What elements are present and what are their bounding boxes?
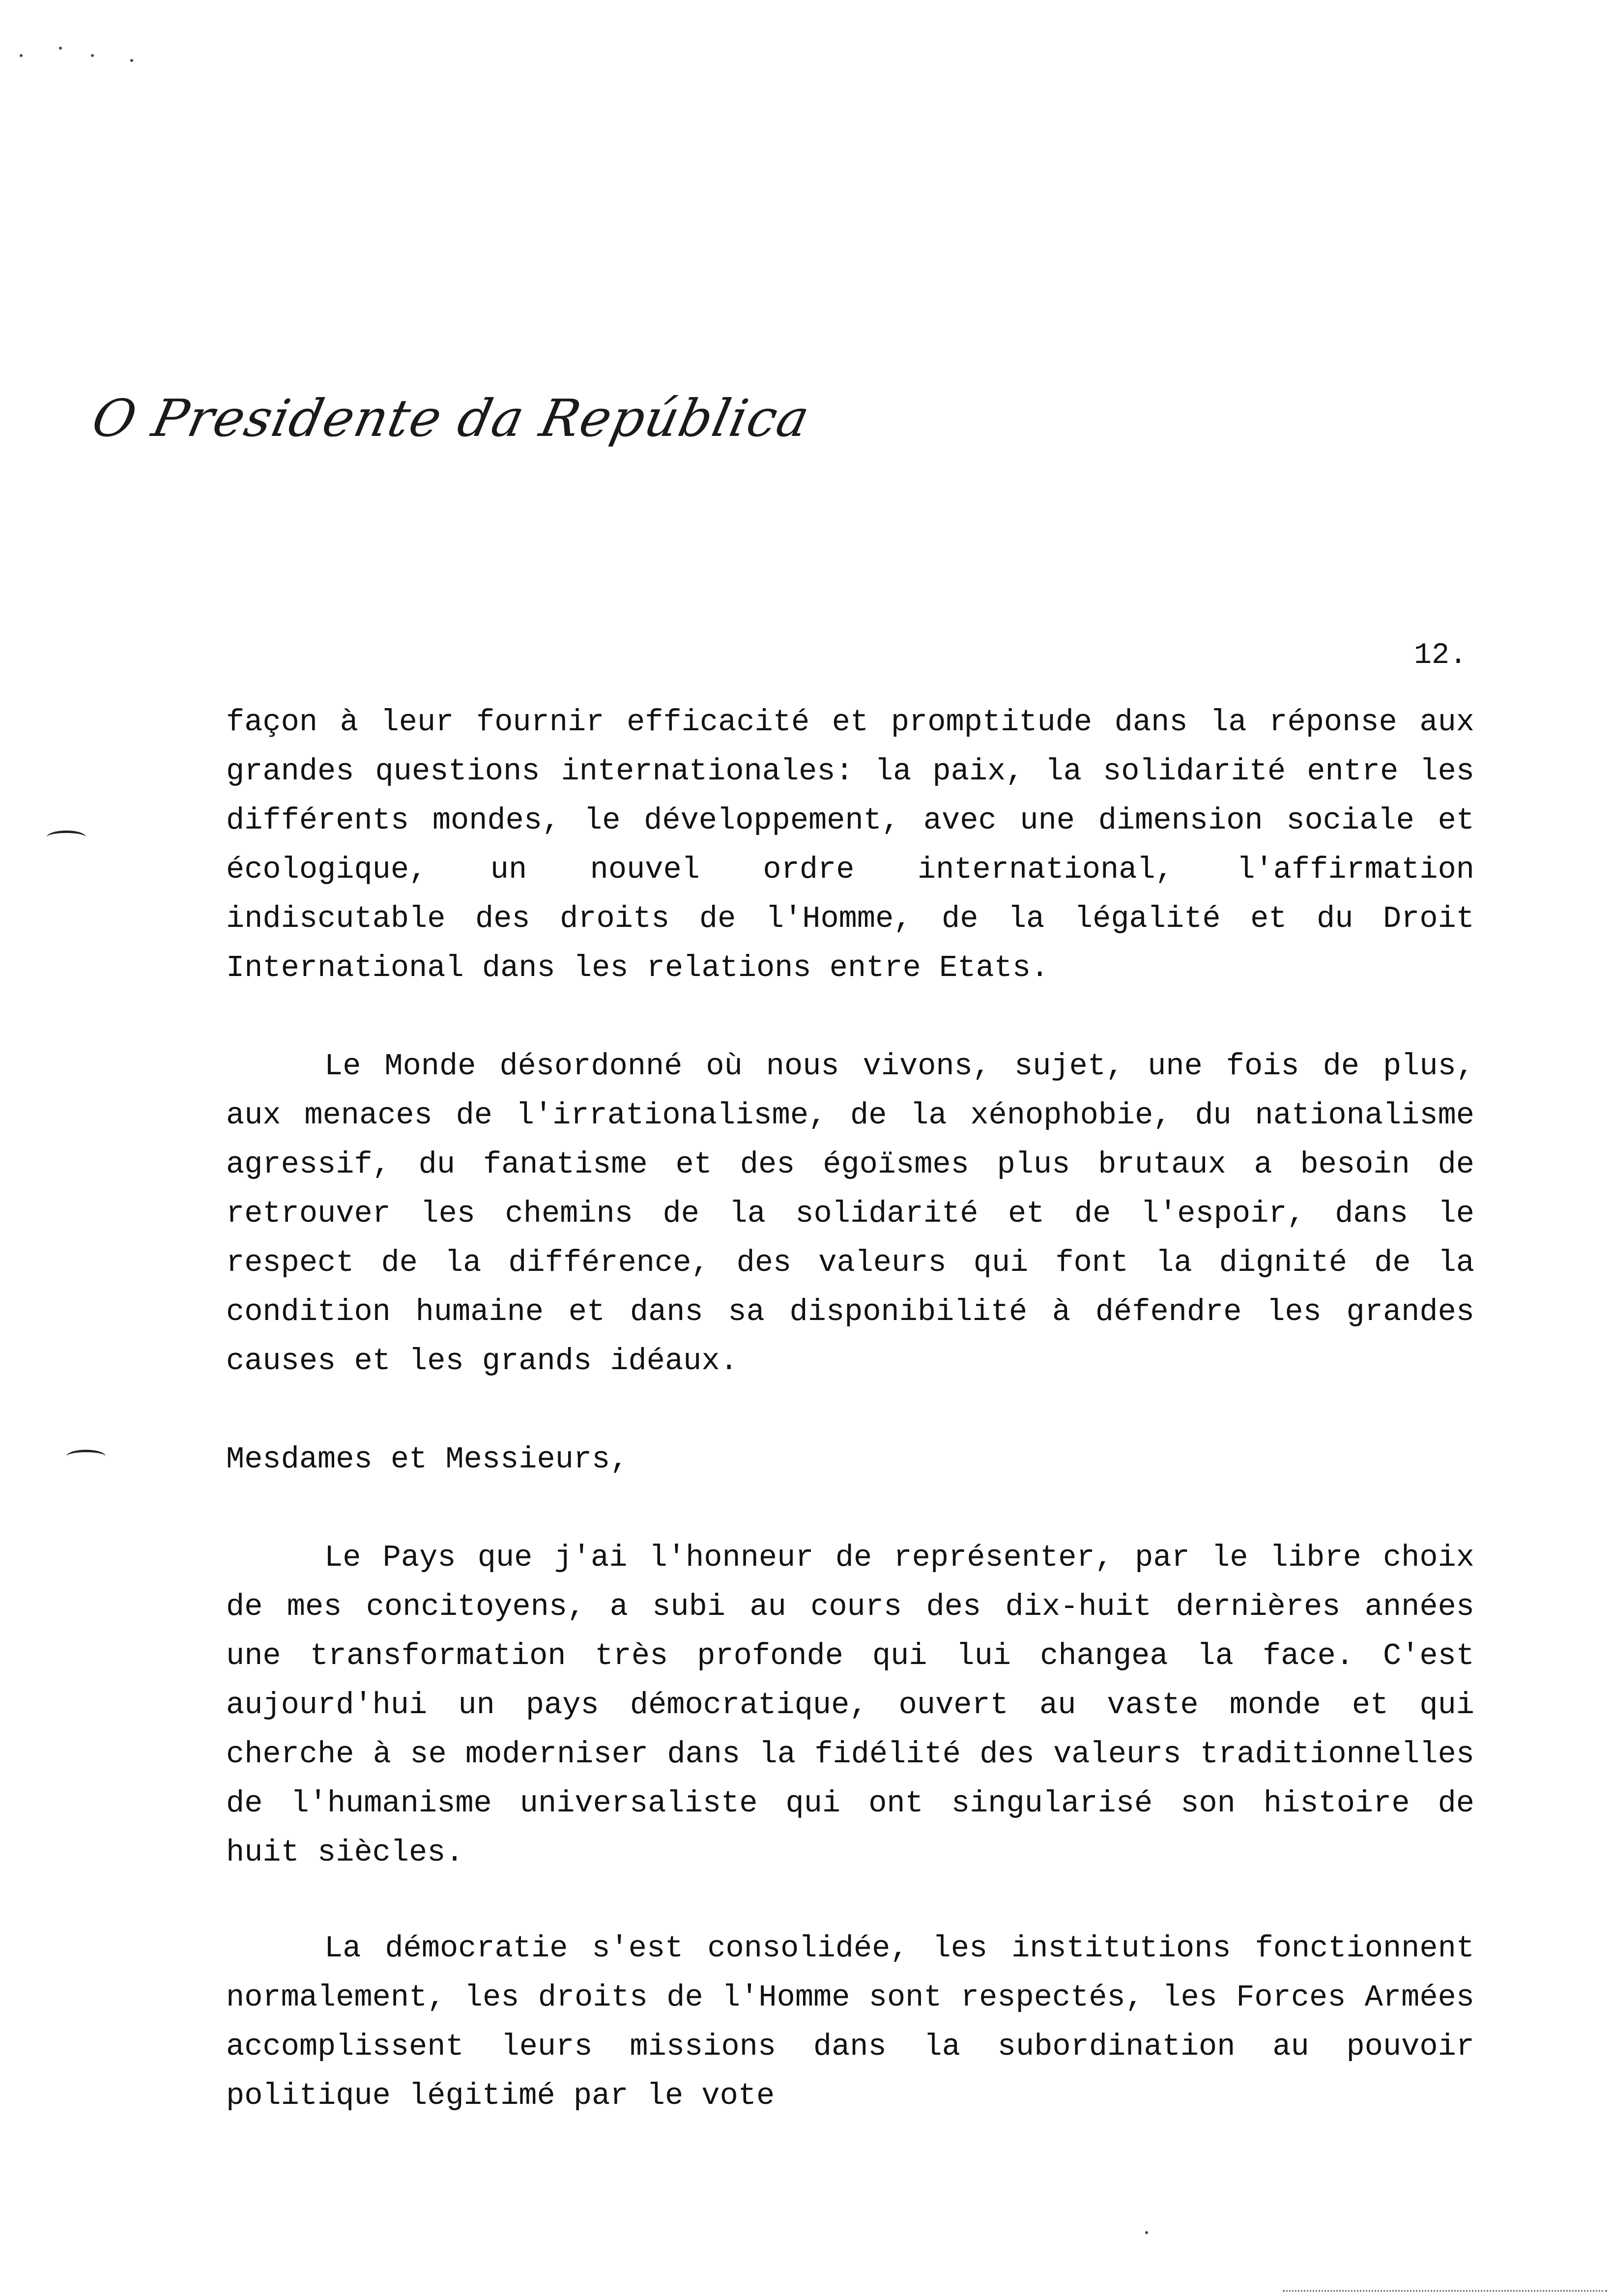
paragraph-4-text: La démocratie s'est consolidée, les institutions fonctionnent normalement, les droits de l'Homme sont respectés, les Forces Armées accomplissent leurs missions dans la subordination au pouvoir politique légitimé par le vote — [226, 1931, 1474, 2113]
scan-edge-line — [1283, 2290, 1607, 2292]
letterhead: O Presidente da República — [87, 388, 816, 448]
paragraph-1-text: façon à leur fournir efficacité et promptitude dans la réponse aux grandes questions internationales: la paix, la solidarité entre les différents mondes, le développement, avec une dimension sociale et écologique, un nouvel ordre international, l'affirmation indiscutable des droits de l'Homme, de la légalité et du Droit International dans les relations entre Etats. — [226, 705, 1474, 985]
scan-speck — [91, 54, 94, 57]
page-number: 12. — [1413, 639, 1467, 672]
margin-mark — [47, 831, 86, 844]
paragraph-3-text: Le Pays que j'ai l'honneur de représenter, par le libre choix de mes concitoyens, a subi au cours des dix-huit dernières années une transformation très profonde qui lui changea la face. C'est aujourd'hui un pays démocratique, ouvert au vaste monde et qui cherche à se moderniser dans la fidélité des valeurs traditionnelles de l'humanisme universaliste qui ont singularisé son histoire de huit siècles. — [226, 1540, 1474, 1870]
paragraph-2 — [226, 1042, 1474, 1386]
margin-mark — [66, 1450, 106, 1463]
scan-speck — [20, 54, 23, 57]
paragraph-2-text: Le Monde désordonné où nous vivons, sujet, une fois de plus, aux menaces de l'irrationalisme, de la xénophobie, du nationalisme agressif, du fanatisme et des égoïsmes plus brutaux a besoin de retrouver les chemins de la solidarité et de l'espoir, dans le respect de la différence, des valeurs qui font la dignité de la condition humaine et dans sa disponibilité à défendre les grandes causes et les grands idéaux. — [226, 1049, 1474, 1378]
paragraph-4 — [226, 1924, 1474, 2121]
paragraph-1 — [226, 698, 1474, 993]
paragraph-3 — [226, 1533, 1474, 1877]
scan-speck — [130, 59, 133, 62]
scan-speck — [59, 47, 62, 50]
salutation-text: Mesdames et Messieurs, — [226, 1442, 629, 1477]
scan-speck — [1145, 2231, 1148, 2234]
salutation — [226, 1435, 1474, 1484]
